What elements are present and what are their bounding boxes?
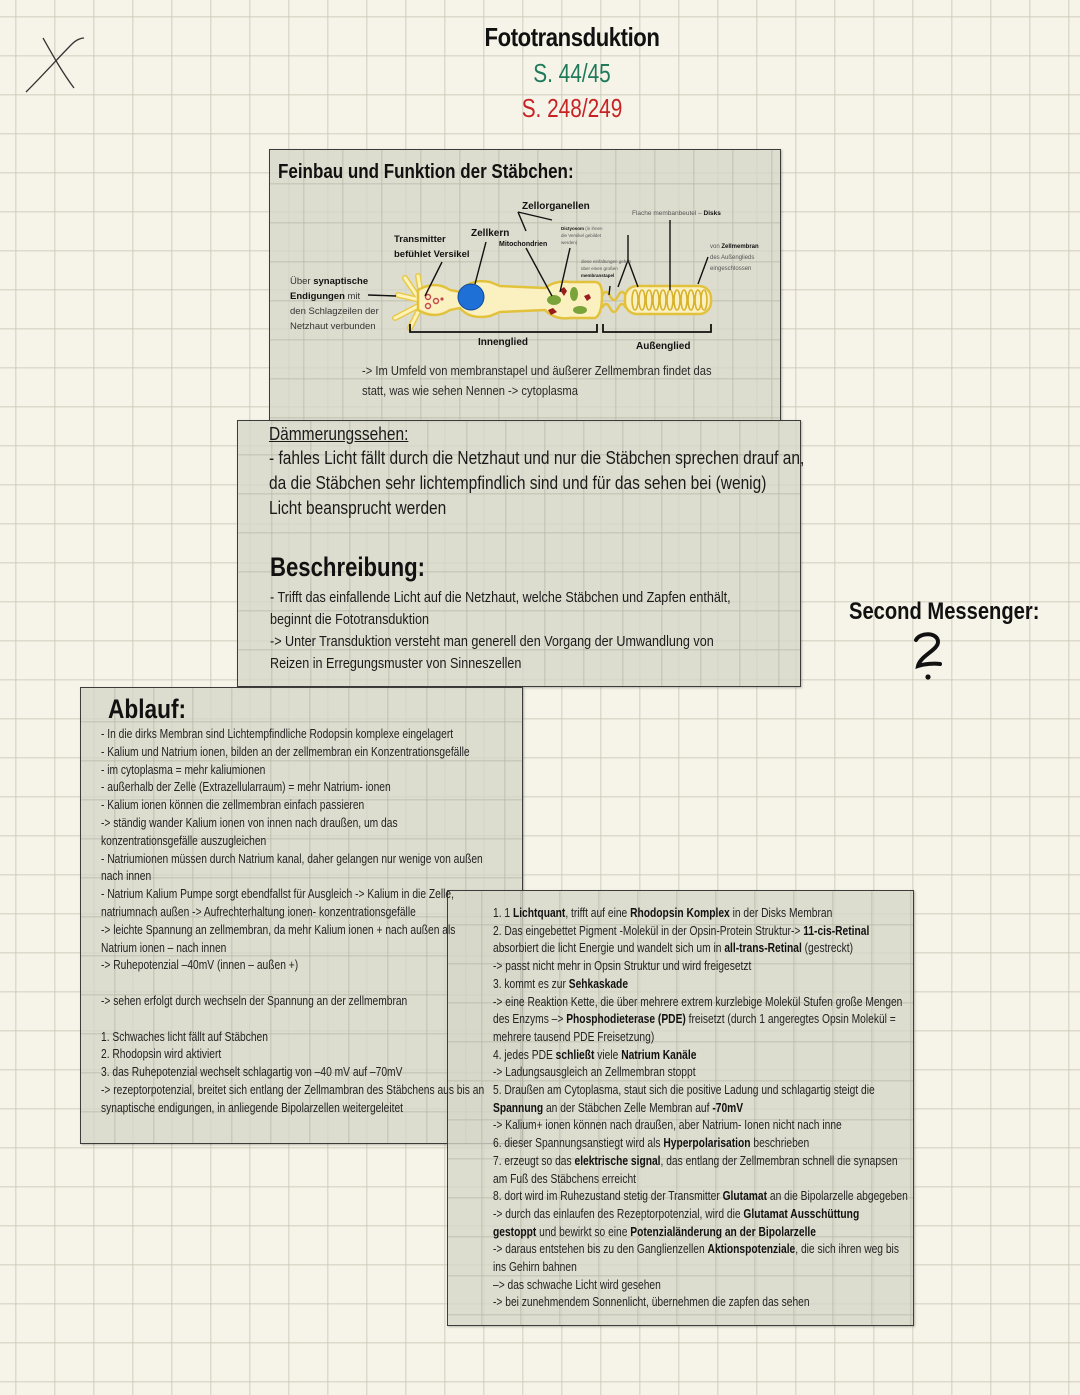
page-reference-green: S. 44/45	[533, 58, 611, 88]
step-line	[493, 1064, 908, 1082]
label-synaptic-endings: Über synaptische Endigungen mit den Schlagzeilen der Netzhaut verbunden	[290, 276, 379, 332]
step-text: freisetzt (durch 1 angeregtes Opsin Molekül =	[685, 1012, 896, 1027]
step-text: an die Bipolarzelle abgegeben	[767, 1189, 908, 1204]
ablauf-line: 2. Rhodopsin wird aktiviert	[101, 1047, 222, 1062]
ablauf-line: 1. Schwaches licht fällt auf Stäbchen	[101, 1029, 268, 1044]
step-text: in der Disks Membran	[729, 906, 833, 920]
step-text: und bewirkt so eine	[536, 1224, 631, 1239]
step-line	[493, 1294, 908, 1312]
ablauf-text	[101, 726, 484, 1118]
page-title: Fototransduktion	[484, 22, 660, 52]
step-text: 5. Draußen am Cytoplasma, staut sich die positive Ladung und schlagartig steigt die	[493, 1083, 875, 1098]
step-line	[493, 1082, 908, 1100]
step-text: -> Ladungsausgleich an Zellmembran stoppt	[493, 1065, 696, 1080]
step-text: 3. kommt es zur	[493, 976, 569, 991]
step-text: 7. erzeugt so das	[493, 1153, 575, 1168]
daemmerung-heading: Dämmerungssehen:	[269, 424, 409, 444]
ablauf-spacer	[101, 1011, 484, 1029]
ablauf-line: - In die dirks Membran sind Lichtempfindliche Rodopsin komplexe eingelagert	[101, 727, 454, 741]
step-keyword: Natrium Kanäle	[621, 1047, 697, 1062]
second-messenger-heading: Second Messenger:	[849, 598, 1040, 625]
ablauf-spacer	[101, 975, 484, 993]
step-line	[493, 923, 908, 941]
ablauf-line: konzentrationsgefälle auszugleichen	[101, 833, 267, 848]
feinbau-heading: Feinbau und Funktion der Stäbchen:	[278, 161, 574, 183]
step-text: , das entlang der Zellmembran schnell die synapsen	[660, 1153, 898, 1168]
step-line	[493, 958, 908, 976]
step-line	[493, 1224, 908, 1242]
step-line	[493, 905, 908, 923]
step-text: -> daraus entstehen bis zu den Ganglienzellen	[493, 1242, 708, 1257]
ablauf-line: -> rezeptorpotenzial, breitet sich entlang der Zellmambran des Stäbchens aus bis an	[101, 1082, 485, 1097]
step-line	[493, 1241, 908, 1259]
ablauf-line: Natrium ionen – nach innen	[101, 940, 227, 955]
step-text: -> bei zunehmendem Sonnenlicht, übernehmen die zapfen das sehen	[493, 1295, 810, 1310]
step-keyword: Glutamat	[722, 1189, 768, 1204]
feinbau-note: -> Im Umfeld von membranstapel und äußerer Zellmembran findet das statt, was wie sehen Nennen -> cytoplasma	[362, 363, 712, 398]
step-text: mehrere tausend PDE Freisetzung)	[493, 1029, 655, 1044]
step-keyword: Glutamat Ausschüttung	[743, 1206, 860, 1221]
cross-mark-icon	[22, 34, 88, 96]
steps-text	[493, 905, 908, 1312]
step-line	[493, 1206, 908, 1224]
step-text: , die sich ihren weg bis	[795, 1242, 899, 1257]
question-mark-icon	[910, 630, 946, 682]
beschreibung-text: - Trifft das einfallende Licht auf die Netzhaut, welche Stäbchen und Zapfen enthält, beginnt die Fototransduktion -> Unter Transduktion versteht man generell den Vorgang der Umwandlung von Reizen in Erregungsmuster von Sinneszellen	[270, 589, 731, 672]
step-line	[493, 1259, 908, 1277]
feinbau-card	[269, 149, 781, 421]
step-line	[493, 1100, 908, 1118]
ablauf-heading: Ablauf:	[108, 694, 187, 724]
label-dictyosom: Dictyosom (in ihnen die Versikel gebildet werden)	[561, 226, 603, 245]
step-line	[493, 1047, 908, 1065]
step-keyword: Hyperpolarisation	[663, 1136, 751, 1151]
step-keyword: elektrische signal	[574, 1153, 661, 1168]
ablauf-line: natriumnach außen -> Aufrechterhaltung ionen- konzentrationsgefälle	[101, 904, 416, 919]
ablauf-line: -> leichte Spannung an zellmembran, da mehr Kalium ionen + nach außen als	[101, 922, 456, 937]
step-text: des Enzyms –>	[493, 1012, 567, 1027]
step-text: 2. Das eingebettet Pigment -Molekül in der Opsin-Protein Struktur->	[493, 923, 804, 938]
step-text: -> Kalium+ ionen können nach draußen, aber Natrium- Ionen nicht nach inne	[493, 1118, 842, 1133]
step-keyword: Aktionspotenziale	[707, 1242, 796, 1257]
step-text: , trifft auf eine	[565, 906, 631, 920]
step-text: viele	[594, 1047, 622, 1062]
step-line	[493, 1029, 908, 1047]
step-line	[493, 1188, 908, 1206]
step-text: beschrieben	[750, 1136, 810, 1151]
step-text: 1. 1	[493, 906, 513, 920]
step-keyword: Phosphodieterase (PDE)	[566, 1012, 686, 1027]
step-text: 4. jedes PDE	[493, 1047, 556, 1062]
step-keyword: Spannung	[493, 1100, 544, 1115]
step-keyword: 11-cis-Retinal	[803, 923, 870, 938]
step-line	[493, 976, 908, 994]
step-text: 8. dort wird im Ruhezustand stetig der Transmitter	[493, 1189, 723, 1204]
ablauf-line: nach innen	[101, 869, 152, 884]
step-text: –> das schwache Licht wird gesehen	[493, 1277, 661, 1292]
step-line	[493, 1117, 908, 1135]
label-mitochondrien: Mitochondrien	[499, 241, 548, 248]
step-text: (gestreckt)	[801, 941, 854, 956]
step-text: an der Stäbchen Zelle Membran auf	[543, 1100, 713, 1115]
step-text: ins Gehirn bahnen	[493, 1260, 577, 1275]
step-line	[493, 1171, 908, 1189]
ablauf-line: 3. das Ruhepotenzial wechselt schlagartig von –40 mV auf –70mV	[101, 1065, 403, 1080]
ablauf-line: -> sehen erfolgt durch wechseln der Spannung an der zellmembran	[101, 993, 408, 1008]
step-keyword: Rhodopsin Komplex	[630, 906, 730, 920]
step-line	[493, 1011, 908, 1029]
step-text: -> passt nicht mehr in Opsin Struktur und wird freigesetzt	[493, 959, 752, 974]
label-transmitter-vesicles: Transmitter befühlet Versikel	[394, 234, 470, 260]
step-keyword: Lichtquant	[512, 906, 566, 920]
ablauf-line: -> Ruhepotenzial –40mV (innen – außen +)	[101, 958, 299, 973]
step-line	[493, 1135, 908, 1153]
label-zellmembran: von Zellmembran des Außenglieds eingeschlossen	[710, 244, 759, 272]
step-keyword: -70mV	[712, 1100, 744, 1115]
step-text: 6. dieser Spannungsanstiegt wird als	[493, 1136, 664, 1151]
ablauf-line: - Natrium Kalium Pumpe sorgt ebendfallst für Ausgleich -> Kalium in die Zelle,	[101, 887, 454, 902]
label-aussenglied: Außenglied	[636, 341, 691, 352]
ablauf-line: synaptische endigungen, in anliegende Bipolarzellen weitergeleitet	[101, 1100, 404, 1115]
step-line	[493, 940, 908, 958]
ablauf-line: - im cytoplasma = mehr kaliumionen	[101, 762, 266, 777]
step-line	[493, 994, 908, 1012]
step-keyword: all-trans-Retinal	[724, 941, 802, 956]
step-text: am Fuß des Stäbchens erreicht	[493, 1171, 637, 1186]
step-text: -> durch das einlaufen des Rezeptorpotenzial, wird die	[493, 1206, 744, 1221]
daemmerung-text: - fahles Licht fällt durch die Netzhaut und nur die Stäbchen sprechen drauf an, da die Stäbchen sehr lichtempfindlich sind und für das sehen bei (wenig) Licht beansprucht werden	[269, 448, 805, 518]
label-einfaltungen: diese einfaltungen gehen über einen großen membranstapel	[581, 259, 632, 278]
step-keyword: Potenzialänderung an der Bipolarzelle	[630, 1224, 816, 1239]
step-text: -> eine Reaktion Kette, die über mehrere extrem kurzlebige Molekül Stufen große Mengen	[493, 994, 903, 1009]
step-text: absorbiert die licht Energie und wandelt sich um in	[493, 941, 725, 956]
page-reference-red: S. 248/249	[521, 93, 623, 123]
ablauf-line: -> ständig wander Kalium ionen von innen nach draußen, um das	[101, 815, 398, 830]
label-innenglied: Innenglied	[478, 337, 528, 348]
beschreibung-heading: Beschreibung:	[270, 552, 426, 582]
ablauf-line: - Kalium und Natrium ionen, bilden an der zellmembran ein Konzentrationsgefälle	[101, 744, 470, 759]
ablauf-line: - Natriumionen müssen durch Natrium kanal, daher gelangen nur wenige von außen	[101, 851, 483, 866]
ablauf-line: - außerhalb der Zelle (Extrazellularraum) = mehr Natrium- ionen	[101, 780, 391, 795]
step-line	[493, 1153, 908, 1171]
label-disks: Flache membanbeutel – Disks	[632, 210, 721, 217]
step-keyword: gestoppt	[493, 1224, 537, 1239]
ablauf-line: - Kalium ionen können die zellmembran einfach passieren	[101, 798, 365, 813]
step-line	[493, 1277, 908, 1295]
daemmerung-card	[237, 420, 805, 687]
step-keyword: Sehkaskade	[568, 976, 629, 991]
label-zellorganellen: Zellorganellen	[522, 201, 590, 212]
step-keyword: schließt	[555, 1047, 595, 1062]
label-zellkern: Zellkern	[471, 228, 510, 239]
